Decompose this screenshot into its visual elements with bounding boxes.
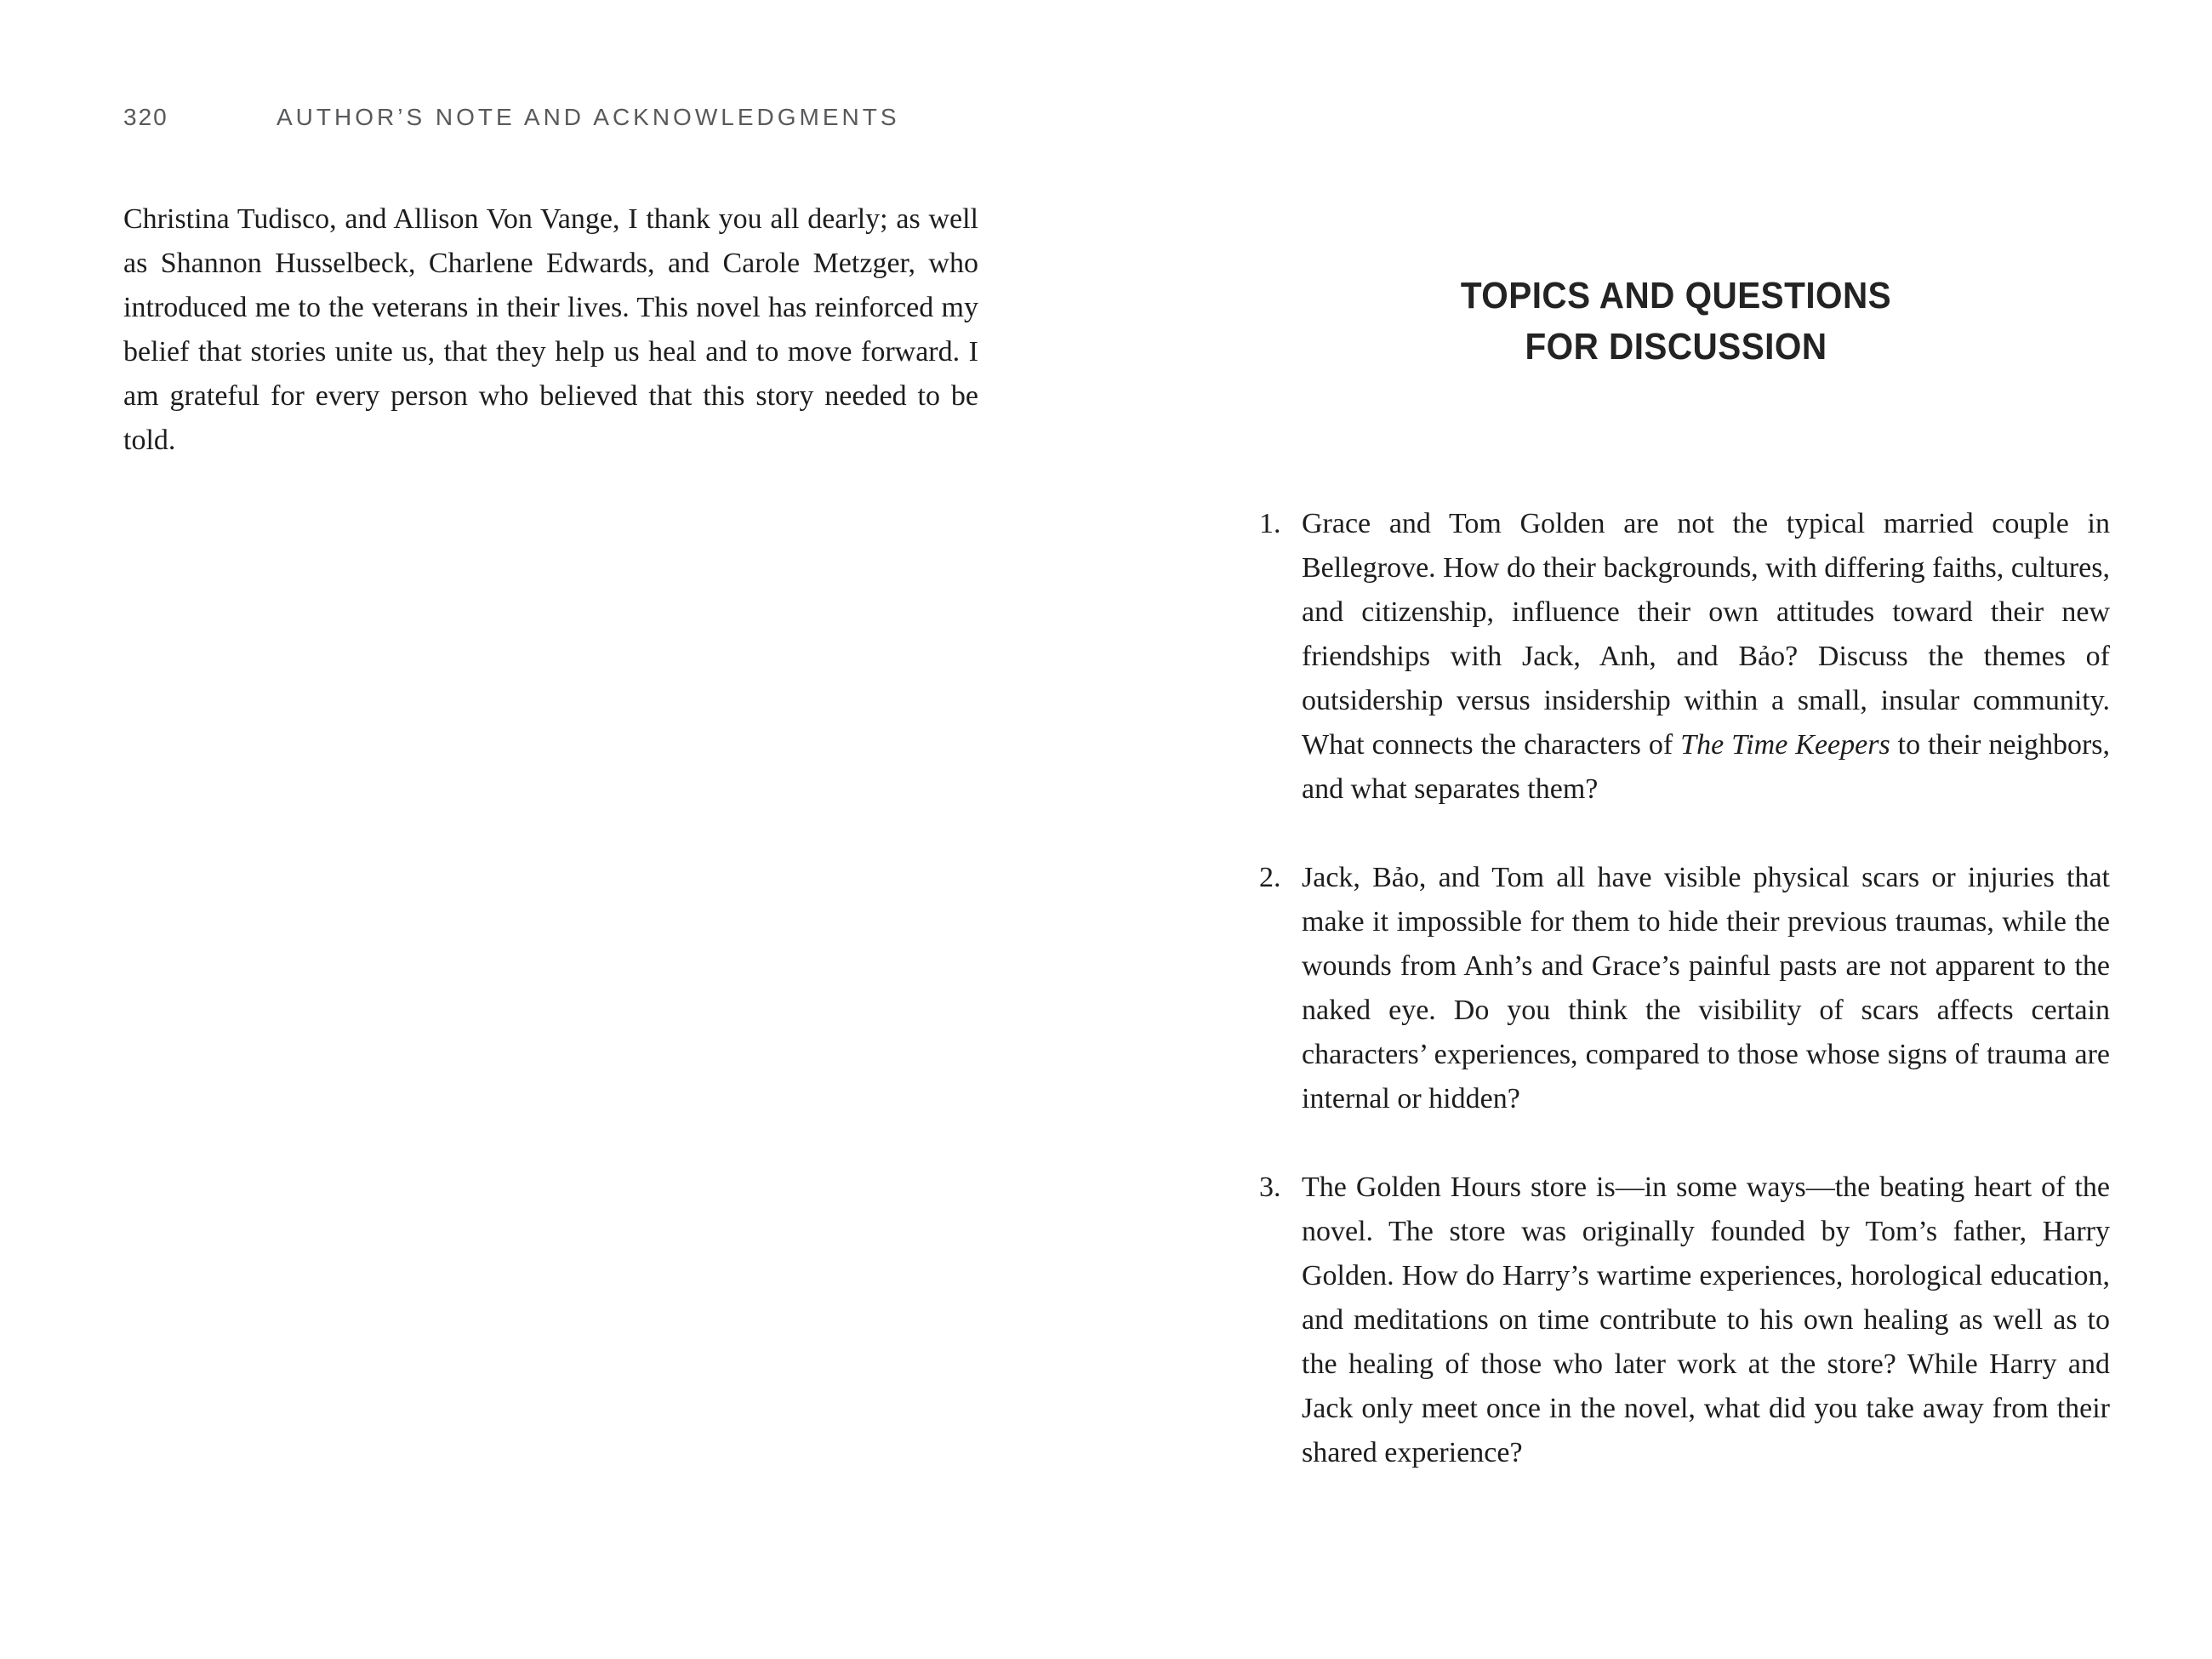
running-header [123, 104, 983, 131]
questions-list [1259, 502, 2110, 1519]
acknowledgments-paragraph: Christina Tudisco, and Allison Von Vange, I thank you all dearly; as well as Shannon Husselbeck, Charlene Edwards, and Carole Metzger, who introduced me to the veterans in their lives. This novel has reinforced my belief that stories unite us, that they help us heal and to move forward. I am grateful for every person who believed that this story needed to be told. [123, 203, 978, 456]
section-title [1308, 271, 2044, 373]
section-title-line1: TOPICS AND QUESTIONS [1460, 275, 1892, 316]
section-title-line2: FOR DISCUSSION [1525, 326, 1827, 368]
question-number: 2. [1259, 862, 1281, 893]
question-number: 1. [1259, 508, 1281, 539]
question-item [1259, 1166, 2110, 1475]
question-number: 3. [1259, 1172, 1281, 1203]
question-text-segment: to their neighbors, and what separates them? [1302, 729, 2110, 805]
book-title-italic: The Time Keepers [1680, 729, 1890, 761]
running-header-title: AUTHOR’S NOTE AND ACKNOWLEDGMENTS [276, 104, 900, 130]
question-text-segment: Grace and Tom Golden are not the typical married couple in Bellegrove. How do their backgrounds, with differing faiths, cultures, and citizenship, influence their own attitudes toward their new friendships with Jack, Anh, and Bảo? Discuss the themes of outsidership versus insidership within a small, insular community. What connects the characters of [1302, 508, 2110, 761]
question-text [1302, 856, 2110, 1121]
question-text [1302, 1166, 2110, 1475]
question-item [1259, 502, 2110, 812]
right-page [1106, 0, 2212, 1659]
question-text-segment: The Golden Hours store is—in some ways—the beating heart of the novel. The store was originally founded by Tom’s father, Harry Golden. How do Harry’s wartime experiences, horological education, and meditations on time contribute to his own healing as well as to the healing of those who later work at the store? While Harry and Jack only meet once in the novel, what did you take away from their shared experience? [1302, 1172, 2110, 1468]
page-number: 320 [123, 104, 168, 130]
question-item [1259, 856, 2110, 1121]
question-text [1302, 502, 2110, 812]
question-text-segment: Jack, Bảo, and Tom all have visible physical scars or injuries that make it impossible for them to hide their previous traumas, while the wounds from Anh’s and Grace’s painful pasts are not apparent to the naked eye. Do you think the visibility of scars affects certain characters’ experiences, compared to those whose signs of trauma are internal or hidden? [1302, 862, 2110, 1115]
